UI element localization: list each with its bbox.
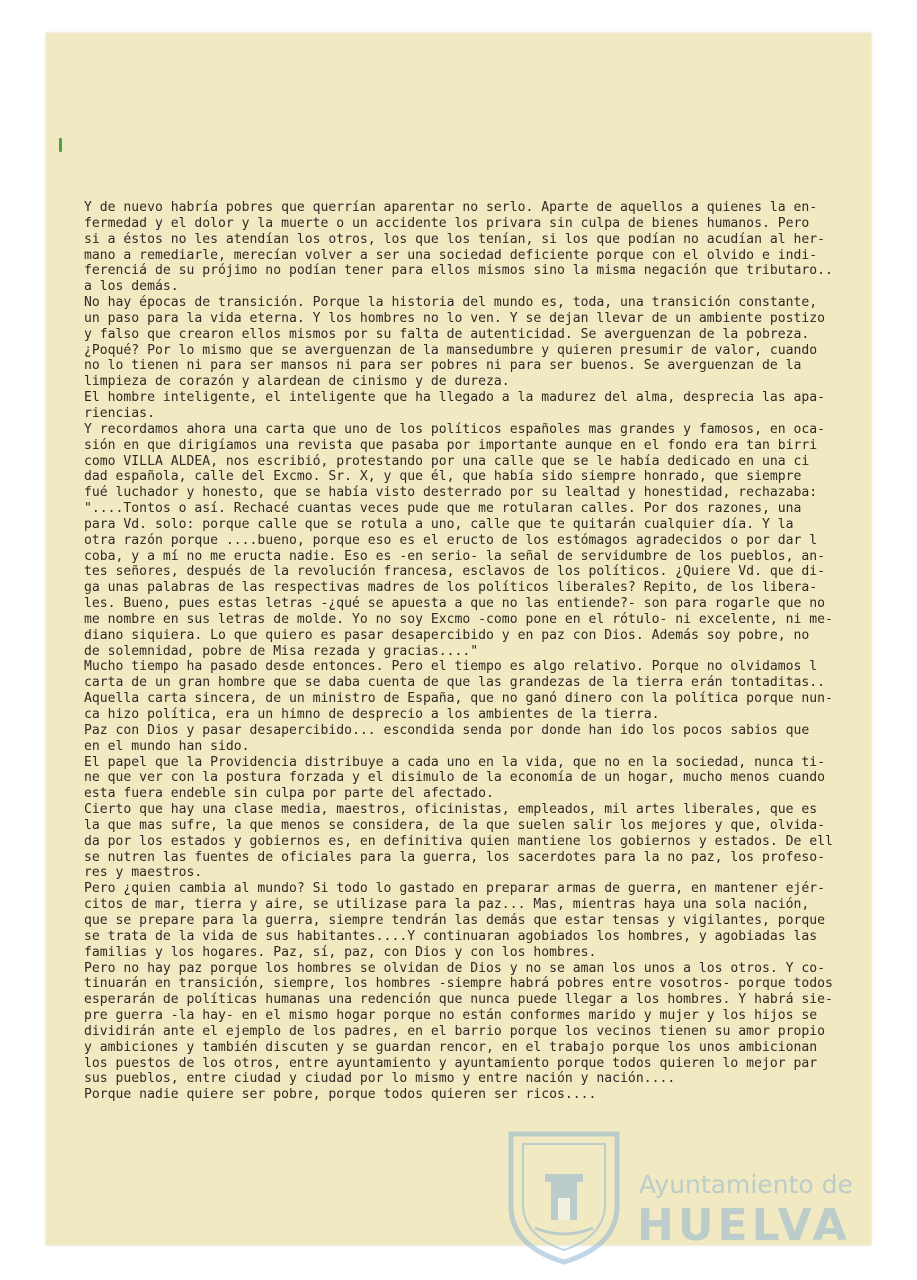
text-line: coba, y a mí no me eructa nadie. Eso es -en serio- la señal de servidumbre de los pueblos, an- [84, 548, 826, 564]
text-line: como VILLA ALDEA, nos escribió, protestando por una calle que se le había dedicado en una ci [84, 453, 810, 469]
text-line: de solemnidad, pobre de Misa rezada y gracias...." [84, 643, 479, 659]
text-line: sión en que dirigíamos una revista que pasaba por importante aunque en el fondo era tan birri [84, 437, 818, 453]
text-line: Cierto que hay una clase media, maestros, oficinistas, empleados, mil artes liberales, que es [84, 802, 818, 818]
text-line: pre guerra -la hay- en el mismo hogar porque no están conformes marido y mujer y los hijos se [84, 1008, 818, 1024]
text-line: "....Tontos o así. Rechacé cuantas veces pude que me rotularan calles. Por dos razones, una [84, 501, 802, 517]
text-line: tinuarán en transición, siempre, los hombres -siempre habrá pobres entre vosotros- porque todos [84, 976, 833, 992]
text-line: que se prepare para la guerra, siempre tendrán las demás que estar tensas y vigilantes, porque [84, 912, 826, 928]
watermark-line1: Ayuntamiento de [639, 1170, 853, 1199]
ayuntamiento-huelva-watermark [505, 1128, 853, 1268]
text-line: se trata de la vida de sus habitantes....Y continuaran agobiados los hombres, y agobiadas las [84, 928, 818, 944]
text-line: fermedad y el dolor y la muerte o un accidente los privara sin culpa de bienes humanos. Pero [84, 215, 810, 231]
text-line: les. Bueno, pues estas letras -¿qué se apuesta a que no las entiende?- son para rogarle que no [84, 596, 826, 612]
text-line: Aquella carta sincera, de un ministro de España, que no ganó dinero con la política porque nun- [84, 691, 833, 707]
text-line: si a éstos no les atendían los otros, los que los tenían, si los que podían no acudían al her- [84, 231, 826, 247]
text-line: Paz con Dios y pasar desapercibido... escondida senda por donde han ido los pocos sabios que [84, 722, 810, 738]
text-line: sus pueblos, entre ciudad y ciudad por lo mismo y entre nación y nación.... [84, 1071, 676, 1087]
text-line: diano siquiera. Lo que quiero es pasar desapercibido y en paz con Dios. Además soy pobre, no [84, 627, 810, 643]
text-line: ¿Poqué? Por lo mismo que se averguenzan de la mansedumbre y quieren presumir de valor, cuando [84, 342, 818, 358]
text-line: El hombre inteligente, el inteligente que ha llegado a la madurez del alma, desprecia las apa- [84, 390, 826, 406]
text-line: Pero ¿quien cambia al mundo? Si todo lo gastado en preparar armas de guerra, en mantener ejér- [84, 881, 826, 897]
text-line: ferenciá de su prójimo no podían tener para ellos mismos sino la misma negación que tributaro.. [84, 263, 833, 279]
text-line: dad española, calle del Excmo. Sr. X, y que él, que había sido siempre honrado, que siempre [84, 469, 802, 485]
text-line: me nombre en sus letras de molde. Yo no soy Excmo -como pone en el rótulo- ni excelente, ni me- [84, 611, 833, 627]
text-line: los puestos de los otros, entre ayuntamiento y ayuntamiento porque todos quieren lo mejor par [84, 1055, 818, 1071]
text-line: da por los estados y gobiernos es, en definitiva quien mantiene los gobiernos y estados. De ell [84, 833, 833, 849]
text-line: citos de mar, tierra y aire, se utilizase para la paz... Mas, mientras haya una sola nación, [84, 897, 810, 913]
text-line: esta fuera endeble sin culpa por parte del afectado. [84, 786, 494, 802]
text-line: no lo tienen ni para ser mansos ni para ser pobres ni para ser buenos. Se averguenzan de la [84, 358, 802, 374]
text-line: la que mas sufre, la que menos se considera, de la que suelen salir los mejores y que, olvida- [84, 817, 826, 833]
text-line: esperarán de políticas humanas una redención que nunca puede llegar a los hombres. Y habrá sie- [84, 992, 833, 1008]
text-line: se nutren las fuentes de oficiales para la guerra, los sacerdotes para la no paz, los profeso- [84, 849, 826, 865]
text-line: otra razón porque ....bueno, porque eso es el eructo de los estómagos agradecidos o por dar l [84, 532, 818, 548]
text-line: en el mundo han sido. [84, 738, 250, 754]
text-line: Y de nuevo habría pobres que querrían aparentar no serlo. Aparte de aquellos a quienes la en- [84, 200, 818, 215]
text-line: tes señores, después de la revolución francesa, esclavos de los políticos. ¿Quiere Vd. que di- [84, 564, 826, 580]
text-line: No hay épocas de transición. Porque la historia del mundo es, toda, una transición constante, [84, 295, 818, 311]
text-line: ga unas palabras de las respectivas madres de los políticos liberales? Repito, de los libera- [84, 580, 818, 596]
huelva-seal-icon [505, 1128, 623, 1266]
text-line: y falso que crearon ellos mismos por su falta de autenticidad. Se averguenzan de la pobreza. [84, 326, 810, 342]
text-line: y ambiciones y también discuten y se guardan rencor, en el trabajo porque los unos ambicionan [84, 1039, 818, 1055]
text-line: Pero no hay paz porque los hombres se olvidan de Dios y no se aman los unos a los otros. Y co- [84, 960, 826, 976]
text-line: a los demás. [84, 279, 179, 295]
text-line: ne que ver con la postura forzada y el disimulo de la economía de un hogar, mucho menos cuando [84, 770, 826, 786]
text-line: Mucho tiempo ha pasado desde entonces. Pero el tiempo es algo relativo. Porque no olvidamos l [84, 659, 818, 675]
text-line: mano a remediarle, merecían volver a ser una sociedad deficiente porque con el olvido e indi- [84, 247, 818, 263]
text-line: Porque nadie quiere ser pobre, porque todos quieren ser ricos.... [84, 1087, 597, 1103]
text-line: carta de un gran hombre que se daba cuenta de que las grandezas de la tierra erán tontaditas.. [84, 675, 826, 691]
text-line: Y recordamos ahora una carta que uno de los políticos españoles mas grandes y famosos, en oca- [84, 421, 826, 437]
text-line: res y maestros. [84, 865, 203, 881]
text-line: un paso para la vida eterna. Y los hombres no lo ven. Y se dejan llevar de un ambiente postizo [84, 310, 826, 326]
text-line: ca hizo política, era un himno de desprecio a los ambientes de la tierra. [84, 707, 660, 722]
text-line: dividirán ante el ejemplo de los padres, en el barrio porque los vecinos tienen su amor propio [84, 1023, 826, 1039]
text-line: familias y los hogares. Paz, sí, paz, con Dios y con los hombres. [84, 944, 597, 960]
text-line: El papel que la Providencia distribuye a cada uno en la vida, que no en la sociedad, nunca ti- [84, 754, 826, 770]
ink-mark [59, 138, 62, 152]
text-line: riencias. [84, 405, 155, 421]
text-line: limpieza de corazón y alardean de cinismo y de dureza. [84, 374, 510, 390]
watermark-line2: HUELVA [637, 1200, 851, 1251]
text-line: fué luchador y honesto, que se había visto desterrado por su lealtad y honestidad, rechazaba: [84, 485, 818, 501]
text-line: para Vd. solo: porque calle que se rotula a uno, calle que te quitarán cualquier día. Y la [84, 516, 794, 532]
typewritten-text [84, 200, 844, 1103]
